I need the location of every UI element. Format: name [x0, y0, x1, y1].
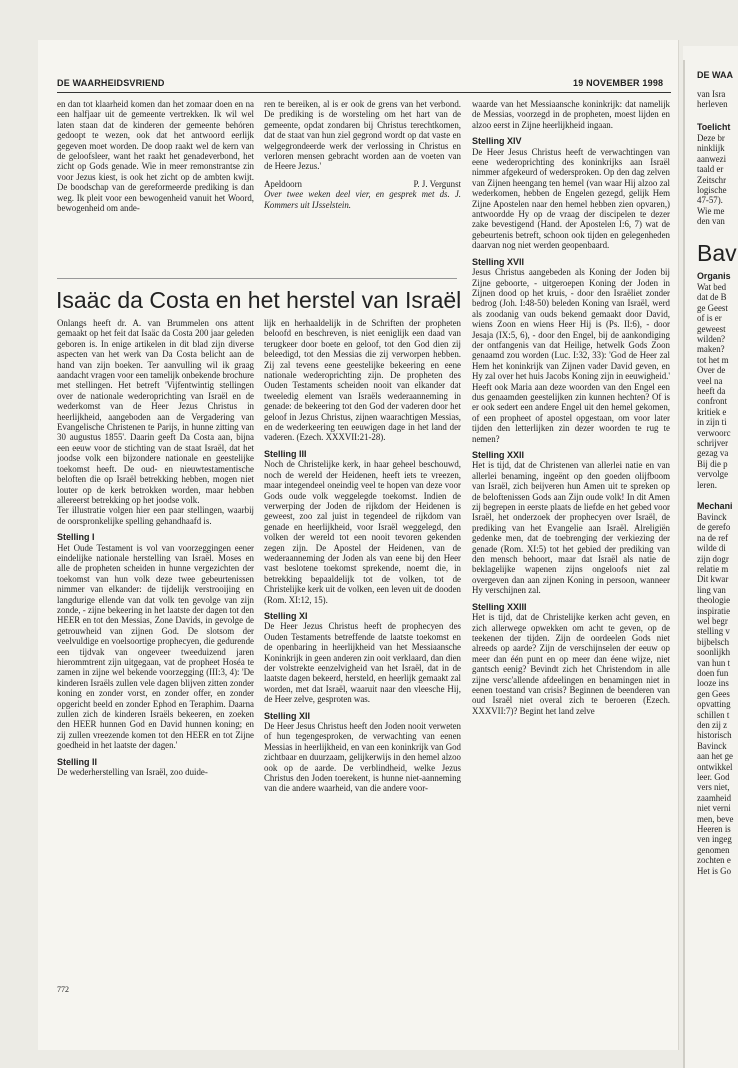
next-page-line: na de ref	[697, 532, 729, 543]
next-page-line: van hun t	[697, 657, 731, 668]
thesis-3-heading: Stelling III	[264, 448, 307, 459]
next-page-header: DE WAA	[697, 70, 733, 80]
thesis-17-heading: Stelling XVII	[472, 256, 525, 267]
thesis-1-heading: Stelling I	[57, 532, 95, 543]
next-page-line: schillen t	[697, 709, 730, 720]
next-page-line: opvatting	[697, 699, 731, 710]
next-page-line: zijn dogr	[697, 553, 729, 564]
thesis-11-text: De Heer Jezus Christus heeft de prophecyen des Ouden Testaments betreffende de laatste toekomst en de openbaring in heerlijkheid van het Messiaansche Koninkrijk in geen anderen zin ooit verklaard, dan dien der volstrekte eenzelvigheid van het Israël, dat in de laatste dagen bekeerd, hersteld, en heerlijk gemaakt zal worden, met dat Israël, waaruit naar den vleesche Hij, de Heer zelve, gesproten was.	[264, 621, 461, 705]
thesis-23-text: Het is tijd, dat de Christelijke kerken acht geven, en zich allerwege opwekken om acht te geven, op de teekenen der tijden. Zijn de oordeelen Gods niet alreeds op aarde? Zijn de verschijnselen der eeuw op meer dan één punt en op meer dan éene wijze, niet gantsch eenig? Bevindt zich het Christendom in alle zijne versc'allende afdeelingen en benamingen niet in eenen toestand van crisis? Beginnen de beenderen van oud Israël niet overal zich te beroeren (Ezech. XXXVII:7)? Begint het land zelve	[472, 612, 670, 716]
article-title: Isaäc da Costa en het herstel van Israël	[56, 287, 462, 313]
next-page-line: inspiratie	[697, 605, 731, 616]
prev-article-text2: ren te bereiken, al is er ook de grens van het verbond. De prediking is de worsteling om het hart van de gemeente, opdat zondaren bij Christus terechtkomen, dat de staat van hun ziel gegrond wordt op dat vaste en welgegrondeerde werk der verlossing in Christus en verloren mensen gebracht worden aan de voeten van de Heere Jezus.'	[264, 99, 461, 172]
thesis-3-text: Noch de Christelijke kerk, in haar geheel beschouwd, noch de wereld der Heidenen, heeft iets te vreezen, maar integendeel oneindig veel te hopen van deze voor Gods oude volk weggelegde toekomst. Indien de verwerping der Joden de rijkdom der Heidenen is geweest, zoo zal juist in tegendeel de rijkdom van genade en heerlijkheid, voor Israël weggelegd, den volken der wereld tot een nooit tevoren gekenden zegen zijn. De Apostel der Heidenen, van de wederaanneming der Joden als van eene bij den Heer vast beslotene toekomst sprekende, noemt die, in betrekking bepaaldelijk tot de volken, tot de Christelijke kerk uit de volken, een leven uit de dooden (Rom. XI:12, 15).	[264, 459, 461, 605]
next-page-line: zochten e	[697, 855, 731, 866]
next-page-line: ninklijk	[697, 143, 725, 154]
next-page-line: ontwikkel	[697, 761, 733, 772]
next-page-line: taald er	[697, 164, 724, 175]
running-header-title: DE WAARHEIDSVRIEND	[57, 78, 165, 88]
next-page-line: confront	[697, 396, 728, 407]
next-page-line: aanwezi	[697, 153, 727, 164]
next-page-line: geweest	[697, 323, 726, 334]
next-page-line: niet verni	[697, 803, 731, 814]
next-page-line: wilde di	[697, 543, 726, 554]
next-page-line: leer. God	[697, 772, 730, 782]
next-page-line: genomen	[697, 844, 730, 855]
article-col3	[472, 99, 670, 980]
next-page-line: Mechani	[697, 501, 733, 511]
next-page-line: Wat bed	[697, 282, 727, 292]
next-page-line: herleven	[697, 99, 728, 110]
next-page-line: gen Gees	[697, 688, 730, 699]
next-page-line: men, beve	[697, 813, 734, 824]
thesis-12-text: De Heer Jesus Christus heeft den Joden nooit verweten of hun tegengesproken, de verwachting van eenen Messias in heerlijkheid, en van een koninkrijk van God zichtbaar en duurzaam, gelijkerwijs in den hemel alzoo ook op de aarde. De verblindheid, welke Jezus Christus den Joden toerekent, is hunne niet-aanneming van die andere waarheid, van die andere voor-	[264, 721, 461, 794]
next-part-announcement: Over twee weken deel vier, en gesprek met ds. J. Kommers uit IJsselstein.	[264, 189, 461, 210]
thesis-17-text: Jesus Christus aangebeden als Koning der Joden bij Zijne geboorte, - uitgeroepen Koning der Joden in Zijnen dood op het kruis, - door den Israëliet zonder bedrog (Joh. I:48-50) beleden Koning van Israël, werd als zoodanig van ouds bekend gemaakt door David, wiens Zoon en wiens Heer Hij is (Ps. II:6), - door Jesaja (IX:5, 6), - door den Engel, bij de aankondiging der ontfangenis van dat Heilige, hetwelk Gods Zoon genaamd zou worden (Luc. I:32, 33): 'God de Heer zal Hem het koninkrijk van Zijnen vader David geven, en Hy zal over het huis Jacobs Koning zijn in eeuwigheid.' Heeft ook Maria aan deze woorden van den Engel een dus genaamden geestelijken zin kunnen hechten? Of is er ook sedert een andere Engel uit den hemel gekomen, of een propheet of apostel opgestaan, om voor later tijden den letterlijken zin dezer woorden te rug te nemen?	[472, 267, 670, 444]
next-page-line: looze ins	[697, 678, 729, 689]
next-page-line: Dit kwar	[697, 574, 729, 585]
prev-article-col1	[57, 99, 254, 249]
next-page-line: Wie me	[697, 205, 725, 216]
next-page-line: bijbelsch	[697, 636, 730, 647]
next-page-line: Deze br	[697, 133, 725, 143]
running-header-date: 19 NOVEMBER 1998	[573, 78, 664, 88]
next-page-line: in zijn ti	[697, 417, 727, 428]
thesis-2-text: De wederherstelling van Israël, zoo duide-	[57, 767, 208, 778]
signature-place: Apeldoorn	[264, 178, 302, 189]
intro-paragraph-2: Ter illustratie volgen hier een paar stellingen, waarbij de oorspronkelijke spelling gehandhaafd is.	[57, 505, 254, 526]
next-page-line: van Isra	[697, 89, 726, 99]
next-page-line: zaamheid	[697, 792, 732, 803]
next-page-line: heeft da	[697, 386, 726, 396]
prev-article-col2	[264, 99, 461, 274]
next-page-line: maken?	[697, 344, 725, 355]
next-page-line: wilden?	[697, 334, 726, 344]
thesis-22-heading: Stelling XXII	[472, 450, 525, 460]
thesis-2-continued: lijk en herhaaldelijk in de Schriften der propheten beloofd en beschreven, is niet eeniglijk een daad van terugkeer door boete en geloof, tot den God dien zij beleedigd, tot den Messias die zij verworpen hebben. Zij zal tevens eene geestelijke bekeering en eene nationale wederoprichting zijn. De propheten des Ouden Testaments scheiden nooit van elkander dat tweeledig element van Israëls wederaanneming in genade: de bekeering tot den God der vaderen door het geloof in Jezus Christus, zijnen waarachtigen Messias, en de wederkeering ten eeuwigen dage in het land der vaderen. (Ezech. XXXVII:21-28).	[264, 318, 461, 443]
next-page-line: Zeitschr	[697, 174, 727, 185]
signature-name: P. J. Vergunst	[413, 178, 461, 189]
title-rule	[57, 278, 457, 279]
next-page-line: Bavinck	[697, 512, 727, 522]
next-page-line: tot het m	[697, 354, 729, 365]
next-page-line: vervolge	[697, 469, 729, 480]
article-col2	[264, 318, 461, 980]
thesis-14-text: De Heer Jesus Christus heeft de verwachtingen van eene wederoprichting des koninkrijks aan Israël nimmer afgekeurd of wedersproken. Op den dag zelven van Zijnen heengang ten hemel (van waar Hij alzoo zal wederkomen, hebben de Engelen gezegd, gelijk Hem Zijne Apostelen naar den hemel hebben zien opvaren,) antwoordde Hy op de vraag der discipelen te dezer zake bevestigend (Hand. der Apostelen I:6, 7) wat de gebeurtenis betreft, schoon ook tijden en gelegenheden daarvan nog niet werden geopenbaard.	[472, 146, 670, 251]
signature	[264, 179, 461, 189]
thesis-14-heading: Stelling XIV	[472, 136, 522, 147]
thesis-12-heading: Stelling XII	[264, 710, 311, 721]
next-page-line: de gerefo	[697, 522, 731, 533]
next-page-line: schrijver	[697, 438, 729, 448]
next-page-line: historisch	[697, 730, 732, 741]
next-page-line: leren.	[697, 479, 717, 490]
next-page-line: stelling v	[697, 626, 730, 637]
next-page-line: veel na	[697, 375, 723, 386]
next-page-line: Bij die p	[697, 458, 728, 469]
next-page-title: Bav	[697, 240, 737, 266]
next-page-line: theologie	[697, 595, 731, 606]
next-page-line: verwoorc	[697, 427, 731, 438]
next-page-line: ling van	[697, 584, 726, 595]
next-page-line: dat de B	[697, 292, 727, 303]
next-page-line: ge Geest	[697, 302, 728, 313]
next-page-line: soonlijkh	[697, 647, 731, 658]
thesis-22-text: Het is tijd, dat de Christenen van allerlei natie en van allerlei benaming, ingeënt op den goeden olijfboom van Israël, zich beijveren hun Amen uit te spreken op de beloftenissen Gods aan Zijn oude volk! In dit Amen zij begrepen in eerste plaats de liefde en het gebed voor Israël, het onderzoek der prophecyen over Israël, de prediking van het Evangelie aan Israël. Alreligiën gedenke men, dat de toebrenging der verkiezing der genade (Rom. XI:5) tot het gebied der prediking van den mensch behoort, maar dat Israël als natie de beklagelijke wapenen zijns ongeloofs niet zal overgeven dan aan zijnen Koning in persoon, wanneer Hy verschijnen zal.	[472, 460, 670, 596]
next-page-line: gezag va	[697, 448, 729, 459]
next-page-line: 47-57).	[697, 195, 723, 206]
intro-paragraph: Onlangs heeft dr. A. van Brummelen ons attent gemaakt op het feit dat Isaäc da Costa 200 jaar geleden geboren is. In enige artikelen in dit blad zijn diverse aspecten van het werk van Da Costa belicht aan de hand van zijn boeken. Ter aanvulling wil ik graag aandacht vragen voor een tamelijk onbekende brochure met stellingen. Het betreft 'Vijfentwintig stellingen over de nationale wederoprichting van Israël en de wederkomst van de Heer Jezus Christus in heerlijkheid, aangeboden aan de Vergadering van Evangelische Christenen te Parijs, in hunne zitting van 30 augustus 1855'. Daarin geeft Da Costa aan, bijna een eeuw voor de stichting van de staat Israël, dat het joodse volk een bijzondere nationale en geestelijke toekomst heeft. De oud- en nieuwtestamentische beloften die op Israël betrekking hebben, mogen niet louter op de kerk betrokken worden, maar hebben allereerst betrekking op het joodse volk.	[57, 318, 254, 505]
next-page-line: den van	[697, 216, 725, 227]
next-page-line: Over de	[697, 365, 726, 376]
prev-article-text1: en dan tot klaarheid komen dan het zomaar doen en na een halfjaar uit de gemeente vertrekken. Ik wil wel laten staan dat de kinderen der gemeente behóren gedoopt te wezen, ook dat het antwoord eerlijk gegeven moet worden. De doop raakt wel de kern van de geloofsleer, want het raakt het genadeverbond, het zicht op Gods genade. Wie in meer remonstrantse zin voor Jezus kiest, is ook het zicht op de ambten kwijt. De boodschap van de gereformeerde prediking is dan weg. Ik pleit voor een bewogenheid vanuit het Woord, bewogenheid om ande-	[57, 99, 254, 214]
next-page-line: ven ingeg	[697, 834, 732, 845]
next-page-line: aan het ge	[697, 751, 733, 762]
thesis-11-heading: Stelling XI	[264, 610, 308, 621]
next-page-line: Heeren is	[697, 824, 731, 834]
next-page-line: Het is Go	[697, 865, 732, 876]
thesis-12-continued: waarde van het Messiaansche koninkrijk: dat namelijk de Messias, voorzegd in de propheten, moest lijden en alzoo eerst in Zijne heerlijkheid ingaan.	[472, 99, 670, 130]
thesis-2-heading: Stelling II	[57, 756, 98, 767]
next-page-line: Organis	[697, 271, 731, 281]
article-col1	[57, 318, 254, 980]
header-rule	[57, 92, 671, 93]
next-page-line: Bavinck	[697, 740, 727, 751]
next-page-line: relatie m	[697, 564, 729, 574]
next-page-line: vers niet,	[697, 782, 730, 793]
next-page-line: kritiek e	[697, 406, 727, 417]
next-page-line: of is er	[697, 313, 722, 324]
thesis-23-heading: Stelling XXIII	[472, 601, 527, 612]
next-page-line: den zij z	[697, 720, 728, 730]
page-gutter	[683, 60, 685, 1068]
page-number: 772	[57, 985, 69, 994]
thesis-1-text: Het Oude Testament is vol van voorzeggingen eener eindelijke nationale herstelling van Israël. Moses en alle de propheten scheiden in hunne vergezichten der toekomst van hun volk deze twee gebeurtenissen nimmer van elkander: de tijdelijk verstrooijing en langdurige ellende van dat volk ten gevolge van zijn zonde, - zijne bekeering in het laatste der dagen tot den HEER en tot den Messias, Zone Davids, in gevolge de getrouwheid van zijnen God. De slotsom der veelvuldige en voelsoortige prophecyen, die gedurende een tijdvak van ongeveer tweeduizend jaren hierommtrent zijn uitgegaan, vat de propheet Hoséa te zamen in zijne wel bekende voorzegging (III:3, 4): 'De kinderen Israëls zullen vele dagen blijven zitten zonder koning en zonder vorst, en zonder offer, en zonder opgericht beeld en zonder Ephod en Teraphim. Daarna zullen zich de kinderen Israëls bekeeren, en zoeken den HEER hunnen God en David hunnen koning; en zij zullen vreezende komen tot den HEER en tot Zijne goedheid in het laatste der dagen.'	[57, 542, 254, 751]
next-page-line: doen fun	[697, 668, 729, 678]
next-page-line: logische	[697, 185, 727, 195]
next-page-line: wel begr	[697, 616, 728, 626]
next-page-line: Toelicht	[697, 122, 731, 132]
